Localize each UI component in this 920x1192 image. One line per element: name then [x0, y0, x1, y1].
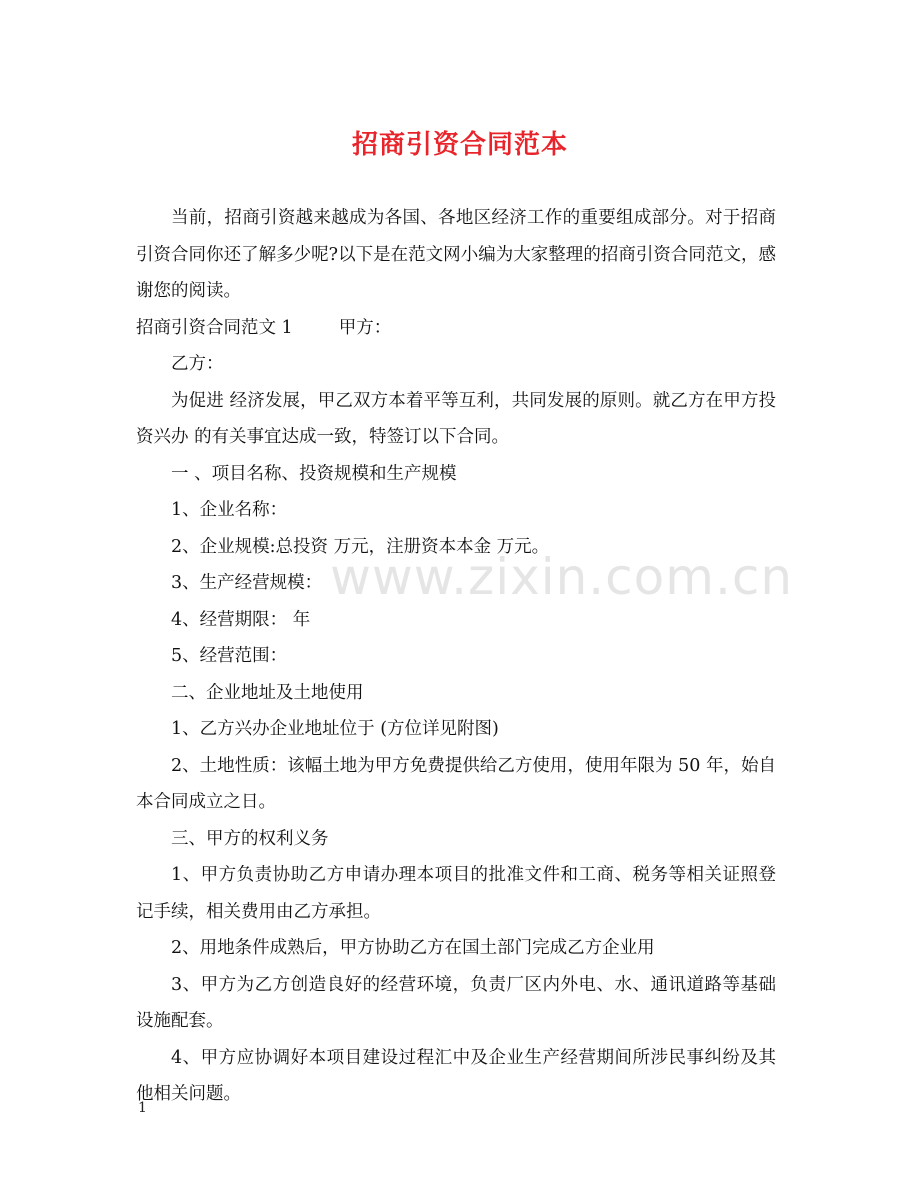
section-1-item-4: 4、经营期限： 年: [171, 609, 311, 630]
party-a-label: 甲方：: [338, 317, 392, 338]
preamble-paragraph: 为促进 经济发展，甲乙双方本着平等互利，共同发展的原则。就乙方在甲方投资兴办 的有关事宜达成一致，特签订以下合同。: [136, 390, 776, 447]
section-1-item-1: 1、企业名称：: [171, 500, 288, 520]
party-b-label: 乙方：: [171, 354, 224, 374]
sample-label: 招商引资合同范文 1: [136, 317, 293, 338]
section-3-item-2: 2、用地条件成熟后，甲方协助乙方在国土部门完成乙方企业用: [171, 938, 655, 958]
section-3-item-1: 1、甲方负责协助乙方申请办理本项目的批准文件和工商、税务等相关证照登记手续，相关费用由乙方承担。: [136, 865, 776, 922]
intro-paragraph: 当前，招商引资越来越成为各国、各地区经济工作的重要组成部分。对于招商引资合同你还了解多少呢?以下是在范文网小编为大家整理的招商引资合同范文，感谢您的阅读。: [136, 208, 776, 301]
page-number: 1: [138, 1100, 147, 1116]
section-2-heading: 二、企业地址及土地使用: [171, 682, 364, 703]
section-2-item-2: 2、土地性质：该幅土地为甲方免费提供给乙方使用，使用年限为 50 年，始自本合同成立之日。: [136, 755, 776, 812]
section-2-item-1: 1、乙方兴办企业地址位于 (方位详见附图): [171, 719, 499, 739]
sample-label-line: [136, 310, 776, 347]
section-3-heading: 三、甲方的权利义务: [171, 828, 329, 849]
document-title: 招商引资合同范本: [351, 130, 568, 160]
section-1-item-3: 3、生产经营规模：: [171, 573, 323, 593]
section-1-heading: 一 、项目名称、投资规模和生产规模: [171, 463, 457, 484]
section-1-item-5: 5、经营范围：: [171, 646, 288, 666]
section-3-item-3: 3、甲方为乙方创造良好的经营环境，负责厂区内外电、水、通讯道路等基础设施配套。: [136, 974, 776, 1031]
section-3-item-4: 4、甲方应协调好本项目建设过程汇中及企业生产经营期间所涉民事纠纷及其他相关问题。: [136, 1047, 776, 1104]
watermark: www.zixin.com.cn: [330, 548, 794, 606]
section-1-item-2: 2、企业规模:总投资 万元，注册资本本金 万元。: [171, 536, 550, 557]
document-body: [136, 200, 776, 1113]
